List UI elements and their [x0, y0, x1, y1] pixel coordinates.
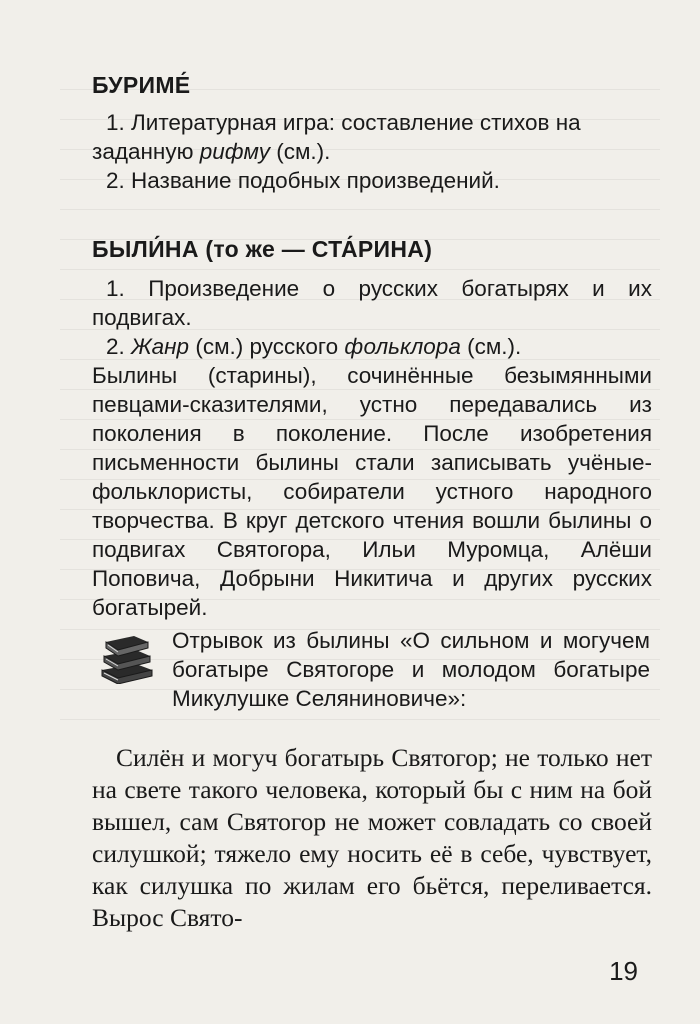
sense [92, 166, 652, 195]
sense-description [92, 361, 652, 622]
text-run: (см.). [460, 334, 522, 359]
text-run: 1. Произведение о русских богатырях и их подвигах. [92, 276, 652, 330]
bylina-excerpt: Силён и могуч богатырь Святогор; не только нет на свете такого человека, который бы с ним на бой вышел, сам Святогор не может совладать со своей силушкой; тяжело ему носить её в себе, чувствует, как силушка по жилам его бьётся, переливается. Вырос Свято- [92, 743, 652, 932]
text-run: 2. Название подобных произведений. [106, 168, 500, 193]
cross-reference-term: рифму [199, 139, 270, 164]
text-run: 2. [106, 334, 132, 359]
headword-burime: БУРИМЕ́ [92, 72, 191, 98]
entry-burime-senses [92, 108, 652, 195]
text-run: 1. Литературная игра: составление стихов на заданную [92, 110, 581, 164]
text-run: (см.). [269, 139, 331, 164]
sense [92, 274, 652, 332]
cross-reference-term: фольклора [344, 334, 461, 359]
page-number: 19 [609, 956, 638, 986]
cross-reference-term: Жанр [131, 334, 190, 359]
excerpt-intro: Отрывок из былины «О сильном и могучем богатыре Святогоре и молодом богатыре Микулушке Селяниновиче»: [172, 628, 650, 711]
text-run: Былины (старины), сочинённые безымянными певцами-сказителями, устно передавались из поколения в поколение. После изобретения письменности былины стали записывать учёные-фольклористы, собиратели устного народного творчества. В круг детского чтения вошли былины о подвигах Святогора, Ильи Муромца, Алёши Поповича, Добрыни Никитича и других русских богатырей. [92, 363, 652, 620]
text-run: (см.) русского [189, 334, 345, 359]
book-stack-icon [96, 632, 156, 684]
sense [92, 332, 652, 361]
entry-bylina-senses [92, 274, 652, 622]
headword-bylina: БЫЛИ́НА (то же — СТА́РИНА) [92, 236, 433, 262]
sense [92, 108, 652, 166]
